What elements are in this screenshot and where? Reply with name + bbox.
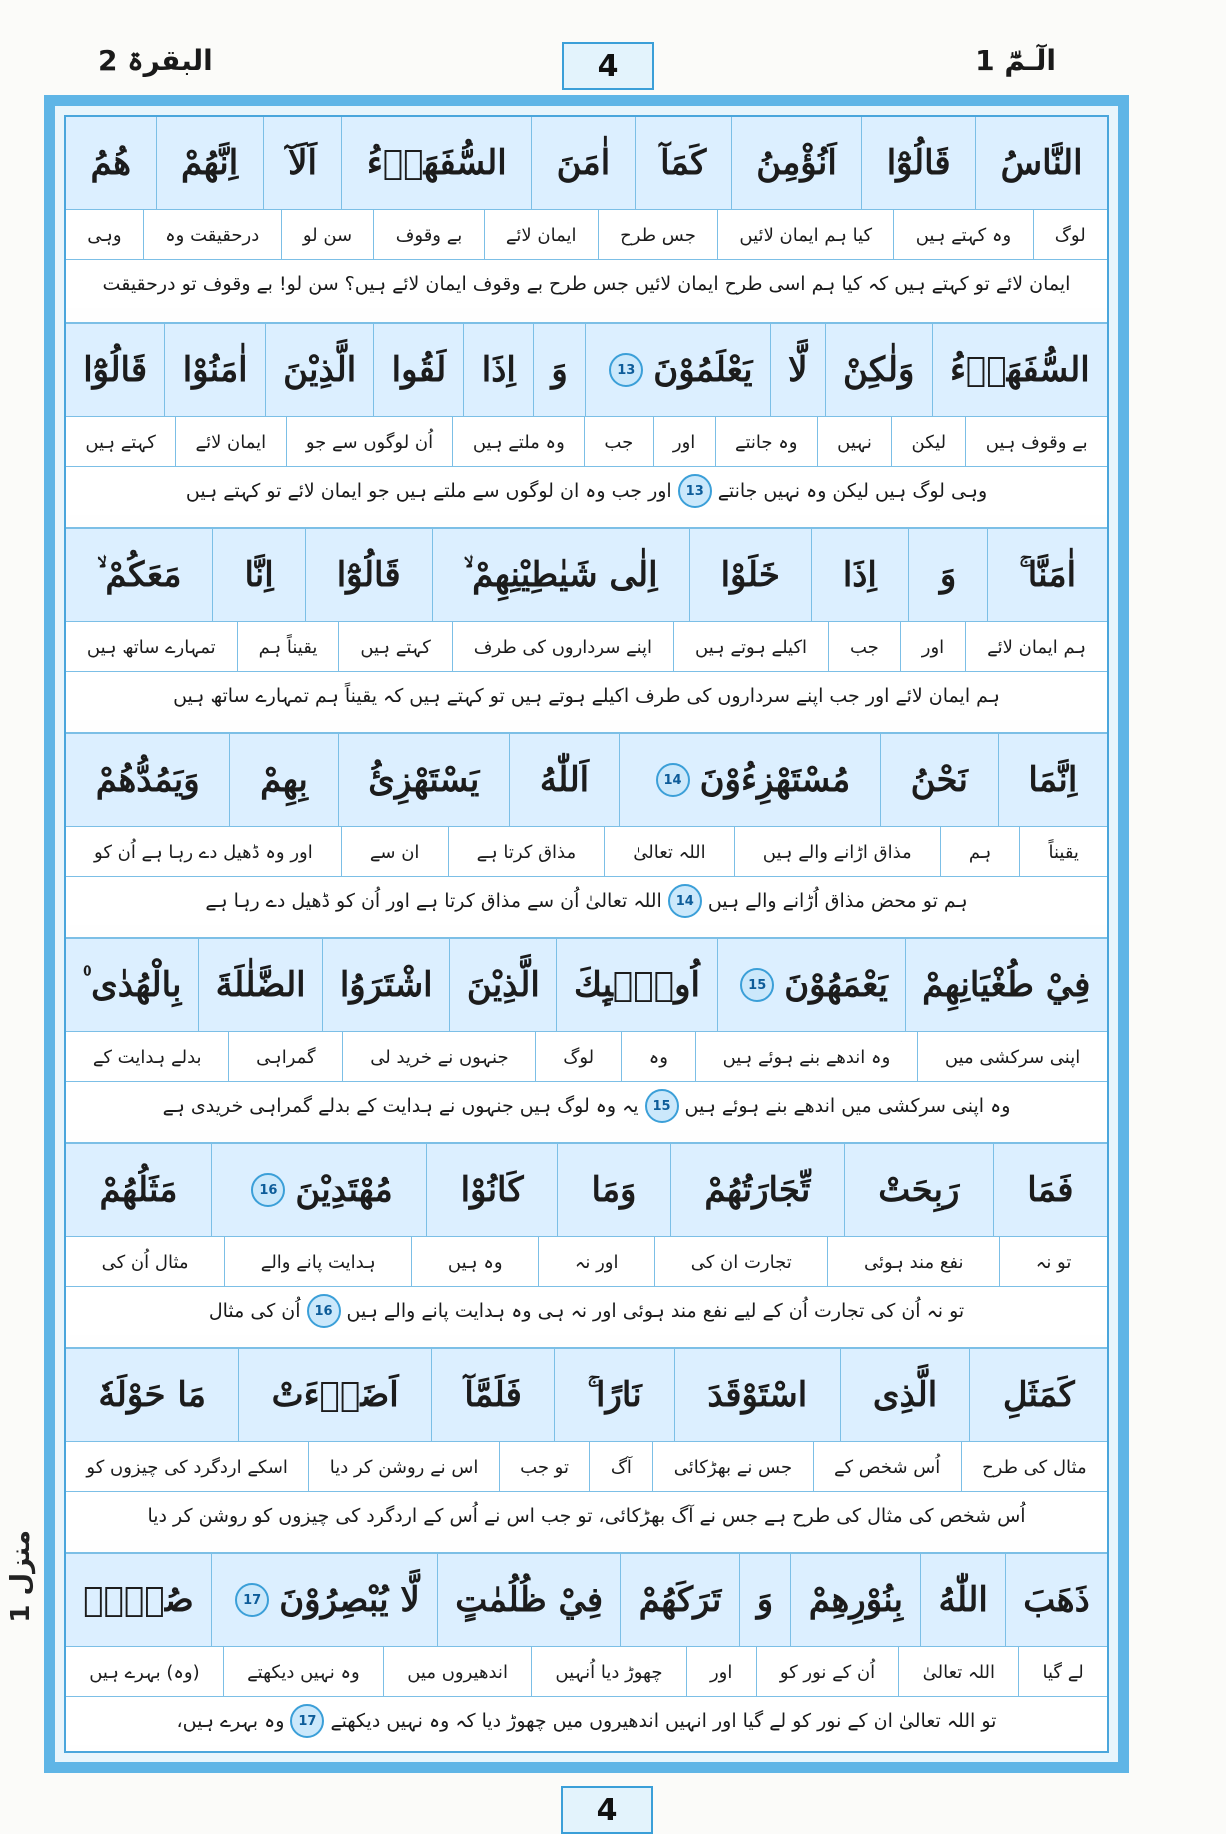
arabic-word: كَمَثَلِ (969, 1349, 1107, 1441)
ayah-number-marker: 13 (609, 353, 643, 387)
arabic-word (211, 1144, 426, 1236)
urdu-word-meaning: نفع مند ہوئی (827, 1237, 999, 1287)
arabic-word (585, 324, 770, 416)
urdu-word-row (66, 1236, 1107, 1287)
verse-block (66, 732, 1107, 939)
urdu-word-meaning: اور نہ (538, 1237, 654, 1287)
urdu-word-meaning: مثال اُن کی (101, 1251, 189, 1273)
urdu-word-meaning: کہتے ہیں (338, 622, 451, 672)
urdu-word-meaning: اکیلے ہوتے ہیں (673, 622, 828, 672)
translation-text: اور جب وہ ان لوگوں سے ملتے ہیں جو ایمان لائے تو کہتے ہیں (185, 480, 672, 502)
urdu-word-meaning: (وہ) بہرے ہیں (89, 1661, 200, 1683)
urdu-word-meaning: لے گیا (1018, 1647, 1107, 1697)
urdu-word-meaning: تجارت ان کی (654, 1237, 827, 1287)
arabic-word: قَالُوْٓا (83, 350, 148, 390)
arabic-word: مَثَلُهُمْ (99, 1170, 178, 1210)
arabic-word: كَانُوْا (426, 1144, 557, 1236)
arabic-word-text: يَعْمَهُوْنَ (784, 965, 888, 1005)
content-area (64, 115, 1109, 1753)
ayah-number-marker: 15 (645, 1089, 679, 1123)
ayah-number-marker: 17 (290, 1704, 324, 1738)
arabic-word: نَحْنُ (880, 734, 998, 826)
urdu-word-meaning: اسکے اردگرد کی چیزوں کو (86, 1456, 288, 1478)
urdu-word-meaning: ایمان لائے (484, 210, 598, 260)
arabic-word: اٰمَنَ (531, 117, 634, 209)
page-frame (44, 95, 1129, 1773)
arabic-word: اِنَّهُمْ (156, 117, 263, 209)
arabic-word: اللّٰهُ (920, 1554, 1005, 1646)
arabic-word: اِلٰى شَيٰطِيْنِهِمْ ۙ (432, 529, 689, 621)
urdu-word-meaning: جب (828, 622, 900, 672)
urdu-word-meaning: کیا ہم ایمان لائیں (717, 210, 893, 260)
arabic-word: اَللّٰهُ (509, 734, 619, 826)
arabic-word: مَعَكُمْ ۙ (96, 555, 182, 595)
arabic-word-row (66, 1554, 1107, 1646)
translation-text: اُس شخص کی مثال کی طرح ہے جس نے آگ بھڑکائی، تو جب اس نے اُس کے اردگرد کی چیزوں کو روشن کر دیا (147, 1505, 1026, 1527)
arabic-word: صُمٌّۢ (83, 1580, 194, 1620)
urdu-word-meaning: مثال کی طرح (961, 1442, 1107, 1492)
urdu-word-meaning: چھوڑ دیا اُنہیں (531, 1647, 686, 1697)
urdu-word-meaning: اپنی سرکشی میں (917, 1032, 1107, 1082)
arabic-word-row (66, 529, 1107, 621)
urdu-word-meaning: وہ ہیں (411, 1237, 538, 1287)
translation-text: تو نہ اُن کی تجارت اُن کے لیے نفع مند ہوئی اور نہ ہی وہ ہدایت پانے والے ہیں (346, 1300, 965, 1322)
arabic-word: لَقُوا (373, 324, 463, 416)
urdu-translation-line (66, 1286, 1107, 1335)
urdu-word-meaning: جنہوں نے خرید لی (342, 1032, 535, 1082)
urdu-word-meaning: مذاق اڑانے والے ہیں (734, 827, 940, 877)
urdu-word-meaning: وہ نہیں دیکھتے (223, 1647, 383, 1697)
arabic-word (717, 939, 905, 1031)
header-surah-right: الٓـمّٓ 1 (975, 44, 1056, 77)
urdu-word-meaning: بے وقوف ہیں (965, 417, 1107, 467)
urdu-word-meaning: اندھیروں میں (383, 1647, 531, 1697)
arabic-word: السُّفَهَاۗءُ (341, 117, 531, 209)
urdu-word-meaning: آگ (589, 1442, 652, 1492)
urdu-word-meaning: تو جب (499, 1442, 590, 1492)
urdu-word-meaning: بے وقوف (373, 210, 483, 260)
urdu-translation-line (66, 259, 1107, 308)
arabic-word: لَّا (770, 324, 825, 416)
arabic-word: قَالُوْٓا (861, 117, 975, 209)
arabic-word: كَمَآ (635, 117, 731, 209)
arabic-word: السُّفَهَاۗءُ (932, 324, 1107, 416)
urdu-word-meaning: لوگ (535, 1032, 621, 1082)
arabic-word: الَّذِيْنَ (265, 324, 374, 416)
ayah-number-marker: 16 (251, 1173, 285, 1207)
arabic-word: وَ (533, 324, 585, 416)
urdu-word-meaning: وہ ملتے ہیں (452, 417, 584, 467)
verse-block (66, 1142, 1107, 1349)
urdu-word-row (66, 1646, 1107, 1697)
urdu-word-meaning: لیکن (891, 417, 965, 467)
urdu-word-row (66, 416, 1107, 467)
arabic-word: وَيَمُدُّهُمْ (95, 760, 200, 800)
ayah-number-marker: 13 (678, 474, 712, 508)
verse-block (66, 117, 1107, 322)
arabic-word-text: لَّا يُبْصِرُوْنَ (279, 1580, 420, 1620)
urdu-word-meaning: تو نہ (999, 1237, 1107, 1287)
urdu-word-row (66, 1441, 1107, 1492)
urdu-word-meaning: اور وہ ڈھیل دے رہا ہے اُن کو (94, 841, 313, 863)
urdu-translation-line (66, 876, 1107, 925)
arabic-word: مَا حَوْلَهٗ (98, 1375, 206, 1415)
header-surah-left: البقرۃ 2 (98, 44, 213, 77)
urdu-translation-line (66, 1491, 1107, 1540)
arabic-word: يَسْتَهْزِئُ (338, 734, 510, 826)
urdu-word-meaning: اللہ تعالیٰ (604, 827, 734, 877)
ayah-number-marker: 14 (656, 763, 690, 797)
arabic-word (211, 1554, 437, 1646)
arabic-word-row (66, 117, 1107, 209)
urdu-translation-line (66, 466, 1107, 515)
urdu-word-meaning: بدلے ہدایت کے (92, 1046, 202, 1068)
arabic-word: ذَهَبَ (1005, 1554, 1107, 1646)
verse-block (66, 1552, 1107, 1759)
arabic-word: اُولٰۗىِٕكَ (556, 939, 716, 1031)
arabic-word: فَمَا (993, 1144, 1107, 1236)
arabic-word-row (66, 734, 1107, 826)
urdu-word-meaning: اور (900, 622, 965, 672)
urdu-word-meaning: اُن لوگوں سے جو (286, 417, 453, 467)
arabic-word: هُمُ (90, 143, 132, 183)
urdu-word-meaning: مذاق کرتا ہے (448, 827, 605, 877)
verse-block (66, 527, 1107, 734)
urdu-word-meaning: ہم (940, 827, 1020, 877)
arabic-word: بِنُوْرِهِمْ (790, 1554, 920, 1646)
urdu-word-meaning: اور (686, 1647, 756, 1697)
arabic-word (619, 734, 880, 826)
arabic-word-row (66, 939, 1107, 1031)
urdu-word-meaning: درحقیقت وہ (143, 210, 281, 260)
ayah-number-marker: 16 (307, 1294, 341, 1328)
arabic-word-text: مُهْتَدِيْنَ (295, 1170, 393, 1210)
urdu-word-meaning: سن لو (281, 210, 374, 260)
urdu-word-meaning: ایمان لائے (175, 417, 285, 467)
arabic-word: بِالْهُدٰى ۠ (82, 965, 182, 1005)
urdu-word-meaning: اللہ تعالیٰ (898, 1647, 1018, 1697)
urdu-word-meaning: جس نے بھڑکائی (652, 1442, 812, 1492)
urdu-word-meaning: وہ (621, 1032, 695, 1082)
verse-block (66, 322, 1107, 529)
translation-text: ایمان لائے تو کہتے ہیں کہ کیا ہم اسی طرح ایمان لائیں جس طرح بے وقوف ایمان لائے ہیں؟ سن لو! بے وقوف تو درحقیقت (102, 273, 1071, 295)
arabic-word: اَلَآ (263, 117, 342, 209)
urdu-word-meaning: تمہارے ساتھ ہیں (86, 636, 216, 658)
page-number-bottom: 4 (561, 1786, 653, 1834)
urdu-word-meaning: اُن کے نور کو (756, 1647, 899, 1697)
arabic-word-text: مُسْتَهْزِءُوْنَ (699, 760, 851, 800)
arabic-word-row (66, 324, 1107, 416)
ayah-number-marker: 15 (740, 968, 774, 1002)
urdu-word-meaning: وہ کہتے ہیں (893, 210, 1032, 260)
arabic-word: الضَّلٰلَةَ (198, 939, 322, 1031)
urdu-word-meaning: ان سے (341, 827, 448, 877)
arabic-word: اسْتَوْقَدَ (674, 1349, 840, 1441)
urdu-word-row (66, 826, 1107, 877)
urdu-word-row (66, 209, 1107, 260)
urdu-translation-line (66, 671, 1107, 720)
arabic-word: اِذَا (463, 324, 533, 416)
urdu-word-meaning: وہ اندھے بنے ہوئے ہیں (695, 1032, 917, 1082)
arabic-word: اِنَّمَا (998, 734, 1107, 826)
page-number-top: 4 (562, 42, 654, 90)
arabic-word: فِيْ طُغْيَانِهِمْ (905, 939, 1107, 1031)
arabic-word-row (66, 1144, 1107, 1236)
urdu-word-meaning: گمراہی (228, 1032, 342, 1082)
arabic-word: فِيْ ظُلُمٰتٍ (437, 1554, 620, 1646)
urdu-word-meaning: اس نے روشن کر دیا (308, 1442, 498, 1492)
arabic-word: رَبِحَتْ (844, 1144, 993, 1236)
manzil-label: منزل 1 (6, 1530, 36, 1623)
urdu-word-meaning: اُس شخص کے (813, 1442, 961, 1492)
arabic-word: اشْتَرَوُا (322, 939, 449, 1031)
ayah-number-marker: 14 (668, 884, 702, 918)
arabic-word: وَلٰكِنْ (825, 324, 932, 416)
urdu-word-meaning: ہدایت پانے والے (224, 1237, 411, 1287)
verse-block (66, 937, 1107, 1144)
arabic-word: وَ (908, 529, 987, 621)
arabic-word: تَرَكَهُمْ (620, 1554, 738, 1646)
translation-text: ہم ایمان لائے اور جب اپنے سرداروں کی طرف اکیلے ہوتے ہیں تو کہتے ہیں کہ یقیناً ہم تمہارے ساتھ ہیں (173, 685, 1000, 707)
arabic-word: النَّاسُ (975, 117, 1107, 209)
urdu-word-meaning: وہی (87, 224, 122, 246)
translation-text: وہی لوگ ہیں لیکن وہ نہیں جانتے (717, 480, 988, 502)
arabic-word: الَّذِى (840, 1349, 970, 1441)
urdu-translation-line (66, 1081, 1107, 1130)
arabic-word: اَضَاۗءَتْ (238, 1349, 431, 1441)
urdu-word-meaning: وہ جانتے (715, 417, 817, 467)
urdu-word-meaning: کہتے ہیں (85, 431, 156, 453)
translation-text: ہم تو محض مذاق اُڑانے والے ہیں (707, 890, 968, 912)
translation-text: اُن کی مثال (208, 1300, 301, 1322)
arabic-word: تِّجَارَتُهُمْ (670, 1144, 844, 1236)
arabic-word: اِنَّا (212, 529, 304, 621)
arabic-word: اٰمَنَّا ۚ (987, 529, 1107, 621)
arabic-word: وَمَا (557, 1144, 670, 1236)
urdu-word-meaning: جب (584, 417, 652, 467)
urdu-word-meaning: یقیناً ہم (237, 622, 339, 672)
arabic-word: نَارًا ۚ (554, 1349, 674, 1441)
translation-text: اللہ تعالیٰ اُن سے مذاق کرتا ہے اور اُن کو ڈھیل دے رہا ہے (205, 890, 662, 912)
urdu-word-meaning: لوگ (1033, 210, 1108, 260)
arabic-word: قَالُوْٓا (305, 529, 432, 621)
translation-text: یہ وہ لوگ ہیں جنہوں نے ہدایت کے بدلے گمراہی خریدی ہے (162, 1095, 639, 1117)
translation-text: وہ بہرے ہیں، (176, 1710, 285, 1732)
urdu-word-row (66, 621, 1107, 672)
arabic-word-text: يَعْلَمُوْنَ (653, 350, 753, 390)
urdu-word-meaning: ہم ایمان لائے (965, 622, 1107, 672)
arabic-word-row (66, 1349, 1107, 1441)
arabic-word: الَّذِيْنَ (449, 939, 556, 1031)
translation-text: تو اللہ تعالیٰ ان کے نور کو لے گیا اور انہیں اندھیروں میں چھوڑ دیا کہ وہ نہیں دیکھتے (330, 1710, 997, 1732)
arabic-word: بِهِمْ (229, 734, 337, 826)
arabic-word: اٰمَنُوْا (164, 324, 264, 416)
arabic-word: وَ (739, 1554, 791, 1646)
arabic-word: اَنُؤْمِنُ (731, 117, 862, 209)
urdu-translation-line (66, 1696, 1107, 1745)
arabic-word: فَلَمَّآ (431, 1349, 554, 1441)
urdu-word-meaning: اور (653, 417, 715, 467)
arabic-word: اِذَا (811, 529, 908, 621)
urdu-word-meaning: اپنے سرداروں کی طرف (452, 622, 673, 672)
arabic-word: خَلَوْا (689, 529, 811, 621)
translation-text: وہ اپنی سرکشی میں اندھے بنے ہوئے ہیں (684, 1095, 1011, 1117)
ayah-number-marker: 17 (235, 1583, 269, 1617)
urdu-word-meaning: یقیناً (1019, 827, 1107, 877)
verse-block (66, 1347, 1107, 1554)
urdu-word-meaning: نہیں (817, 417, 891, 467)
urdu-word-row (66, 1031, 1107, 1082)
urdu-word-meaning: جس طرح (598, 210, 717, 260)
